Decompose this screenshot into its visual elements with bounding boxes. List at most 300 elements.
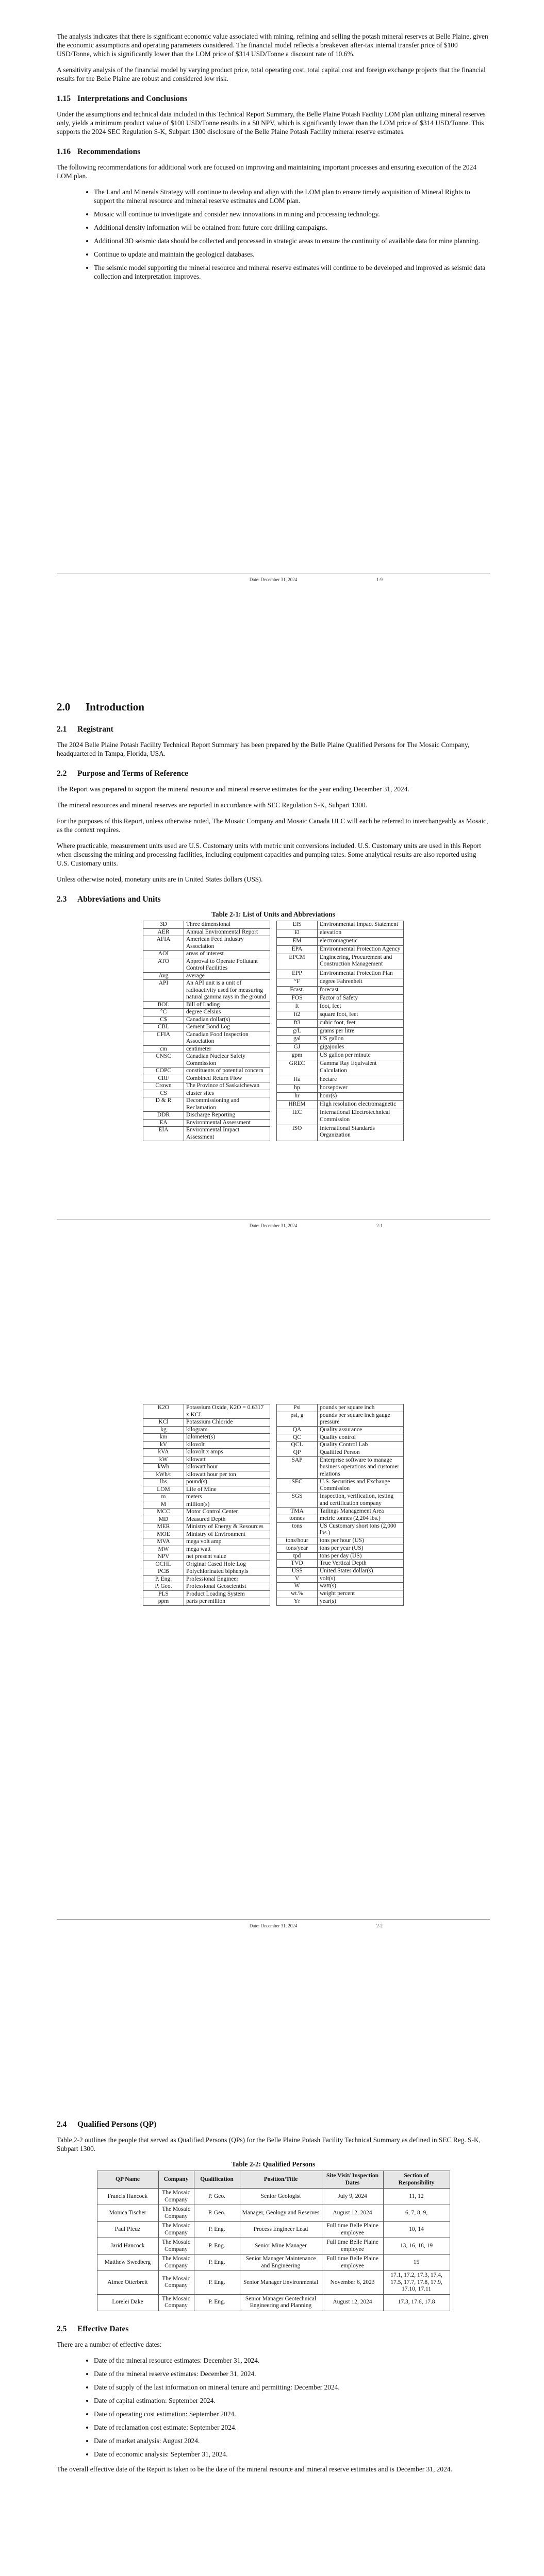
abbreviation-definition: Decommissioning and Reclamation (184, 1097, 270, 1112)
section-number: 2.2 (57, 769, 67, 778)
company: The Mosaic Company (158, 2238, 194, 2255)
abbreviation-definition: Enterprise software to manage business operations and customer relations (318, 1456, 404, 1478)
table-row (277, 929, 404, 937)
paragraph-monetary: Unless otherwise noted, monetary units are in United States dollars (US$). (57, 875, 263, 883)
qualification: P. Eng. (194, 2222, 240, 2238)
section-number: 2.4 (57, 2120, 67, 2129)
table-row (277, 1027, 404, 1036)
abbreviation-definition: metric tonnes (2,204 lbs.) (318, 1515, 404, 1523)
table-row (97, 2294, 450, 2311)
company: The Mosaic Company (158, 2222, 194, 2238)
section-number: 2.1 (57, 725, 67, 734)
list-item: • The seismic model supporting the mineral resource and mineral reserve estimates will continue to be developed and improved as seismic data collection and interpretation improves. (94, 263, 490, 281)
table-row (143, 1449, 270, 1456)
abbreviation-definition: Tailings Management Area (318, 1507, 404, 1515)
abbreviation-definition: Quality assurance (318, 1427, 404, 1434)
footer-page-number: 2-1 (376, 1223, 383, 1228)
list-item: • Additional density information will be obtained from future core drilling campaigns. (94, 223, 490, 232)
abbreviation: ft2 (277, 1011, 318, 1019)
abbreviation: CBL (143, 1024, 184, 1031)
abbreviation: Yr (277, 1598, 318, 1605)
table-row (143, 1441, 270, 1449)
table-row (97, 2205, 450, 2222)
section-number: 1.16 (57, 147, 71, 156)
abbreviation-definition: Measured Depth (184, 1516, 270, 1523)
abbreviation-definition: Potassium Oxide, K2O = 0.6317 x KCL (184, 1404, 270, 1419)
abbreviation-definition: gigajoules (318, 1044, 404, 1052)
section-title: Effective Dates (77, 2324, 129, 2333)
table-row (143, 1119, 270, 1127)
abbreviation: gpm (277, 1052, 318, 1060)
table-row (277, 1522, 404, 1537)
paragraph-reporting: The mineral resources and mineral reserves are reported in accordance with SEC Regulation S-K, Subpart 1300. (57, 801, 368, 809)
section-of-responsibility: 10, 14 (383, 2222, 450, 2238)
abbreviation: AFIA (143, 936, 184, 951)
section-heading-2-3 (57, 895, 490, 904)
page-2-2 (0, 1404, 544, 1940)
table-row (277, 1125, 404, 1141)
abbreviation: K2O (143, 1404, 184, 1419)
qualification: P. Geo. (194, 2205, 240, 2222)
table-caption: Table 2-2: Qualified Persons (231, 2160, 316, 2168)
abbreviation: EPP (277, 970, 318, 978)
table-row (277, 1507, 404, 1515)
column-header: Site Visit/ Inspection Dates (322, 2171, 383, 2189)
abbreviation: BOL (143, 1001, 184, 1009)
qualification: P. Eng. (194, 2271, 240, 2295)
abbreviation-definition: Discharge Reporting (184, 1112, 270, 1120)
chapter-heading (57, 701, 490, 714)
table-row (143, 1464, 270, 1471)
qp-name: Matthew Swedberg (97, 2255, 158, 2271)
abbreviation: QC (277, 1434, 318, 1442)
paragraph-qualified-persons: Table 2-2 outlines the people that served as Qualified Persons (QPs) for the Belle Plaine Potash Facility Technical Summary as defined in SEC Reg. S-K, Subpart 1300. (57, 2136, 481, 2153)
table-row (143, 1486, 270, 1494)
abbreviation: MOE (143, 1531, 184, 1538)
table-row (143, 958, 270, 972)
table-row (277, 1084, 404, 1093)
recommendations-list (57, 188, 490, 281)
abbreviation: SGS (277, 1493, 318, 1507)
abbreviation-definition: foot, feet (318, 1003, 404, 1011)
abbreviation: MER (143, 1523, 184, 1531)
abbreviation-definition: tons per hour (US) (318, 1537, 404, 1545)
column-header: Section of Responsibility (383, 2171, 450, 2189)
abbreviation-definition: Approval to Operate Pollutant Control Facilities (184, 958, 270, 972)
paragraph-purpose: The Report was prepared to support the mineral resource and mineral reserve estimates for the year ending December 31, 2024. (57, 785, 409, 793)
abbreviation-definition: Product Loading System (184, 1590, 270, 1598)
abbreviation-definition: Ministry of Energy & Resources (184, 1523, 270, 1531)
table-row (143, 1479, 270, 1486)
table-row (143, 1419, 270, 1427)
abbreviation: Ha (277, 1076, 318, 1084)
page-2-1 (0, 701, 544, 1236)
table-row (143, 1090, 270, 1097)
abbreviation: CFIA (143, 1031, 184, 1045)
abbreviation-definition: US Customary short tons (2,000 lbs.) (318, 1522, 404, 1537)
abbreviation-definition: Ministry of Environment (184, 1531, 270, 1538)
table-row (277, 1076, 404, 1084)
abbreviations-column-left (143, 1404, 270, 1606)
position-title: Senior Manager Geotechnical Engineering and Planning (240, 2294, 322, 2311)
abbreviation-definition: Environmental Assessment (184, 1119, 270, 1127)
table-row (143, 1404, 270, 1419)
table-row (143, 951, 270, 958)
abbreviation-definition: Original Cased Hole Log (184, 1561, 270, 1568)
table-row (143, 1546, 270, 1553)
abbreviation-definition: An API unit is a unit of radioactivity used for measuring natural gamma rays in the ground (184, 980, 270, 1002)
table-row (143, 1509, 270, 1516)
abbreviation: COPC (143, 1067, 184, 1075)
abbreviation: PCB (143, 1568, 184, 1576)
qp-name: Lorelei Dake (97, 2294, 158, 2311)
abbreviation: MCC (143, 1509, 184, 1516)
abbreviation: Fcast. (277, 986, 318, 994)
abbreviation-definition: watt(s) (318, 1583, 404, 1590)
abbreviation-definition: tons per year (US) (318, 1545, 404, 1552)
abbreviation-definition: Polychlorinated biphenyls (184, 1568, 270, 1576)
abbreviation-definition: kilowatt hour (184, 1464, 270, 1471)
abbreviation: lbs (143, 1479, 184, 1486)
table-row (143, 1075, 270, 1082)
abbreviation-definition: hour(s) (318, 1093, 404, 1101)
qp-name: Francis Hancock (97, 2189, 158, 2205)
abbreviation-definition: Three dimensional (184, 921, 270, 929)
table-row (143, 972, 270, 980)
abbreviation: P. Geo. (143, 1583, 184, 1591)
abbreviation-definition: centimeter (184, 1045, 270, 1053)
abbreviation: TMA (277, 1507, 318, 1515)
company: The Mosaic Company (158, 2294, 194, 2311)
abbreviation-definition: degree Fahrenheit (318, 978, 404, 986)
table-row (277, 1575, 404, 1583)
abbreviation-definition: Environmental Protection Agency (318, 945, 404, 954)
abbreviation-definition: year(s) (318, 1598, 404, 1605)
table-row (143, 1067, 270, 1075)
abbreviation-definition: pounds per square inch gauge pressure (318, 1412, 404, 1426)
abbreviations-column-right (276, 1404, 404, 1606)
abbreviation-definition: kilovolt x amps (184, 1449, 270, 1456)
abbreviation-definition: weight percent (318, 1590, 404, 1598)
table-row (143, 1082, 270, 1090)
abbreviations-column-right (276, 921, 404, 1141)
abbreviation: MD (143, 1516, 184, 1523)
abbreviation: NPV (143, 1553, 184, 1561)
section-heading-2-4 (57, 2120, 490, 2129)
section-of-responsibility: 17.1, 17.2, 17.3, 17.4, 17.5, 17.7, 17.8, 17.9, 17.10, 17.11 (383, 2271, 450, 2295)
abbreviations-table-continued (57, 1404, 490, 1606)
column-header: Company (158, 2171, 194, 2189)
abbreviation: CS (143, 1090, 184, 1097)
abbreviation: tpd (277, 1552, 318, 1560)
table-row (143, 1501, 270, 1509)
footer-page-number: 1-9 (376, 577, 383, 582)
section-heading-1-16 (57, 147, 490, 157)
section-number: 1.15 (57, 94, 71, 103)
qualification: P. Eng. (194, 2294, 240, 2311)
section-title: Abbreviations and Units (77, 895, 161, 904)
table-row (97, 2271, 450, 2295)
site-visit-date: November 6, 2023 (322, 2271, 383, 2295)
abbreviation: D & R (143, 1097, 184, 1112)
abbreviation-definition: American Feed Industry Association (184, 936, 270, 951)
list-item: • Date of capital estimation: September 2024. (94, 2396, 490, 2405)
abbreviation-definition: Environmental Protection Plan (318, 970, 404, 978)
abbreviation: KCl (143, 1419, 184, 1427)
table-row (277, 921, 404, 929)
paragraph-economic-value: The analysis indicates that there is significant economic value associated with mining, refining and selling the potash mineral reserves at Belle Plaine, given the economic assumptions and operating parameters considered. The financial model reflects a breakeven after-tax internal transfer price of $100 USD/Tonne, which is significantly lower than the LOM price of $314 USD/Tonne a discount rate of 10.6%. (57, 32, 488, 58)
abbreviation: m (143, 1494, 184, 1501)
abbreviation: tons (277, 1522, 318, 1537)
abbreviation: V (277, 1575, 318, 1583)
abbreviation-definition: True Vertical Depth (318, 1560, 404, 1568)
abbreviation-definition: mega volt amp (184, 1538, 270, 1546)
chapter-number: 2.0 (57, 701, 71, 713)
table-row (97, 2238, 450, 2255)
position-title: Senior Geologist (240, 2189, 322, 2205)
list-item: • Date of operating cost estimation: September 2024. (94, 2410, 490, 2418)
abbreviation: LOM (143, 1486, 184, 1494)
site-visit-date: August 12, 2024 (322, 2294, 383, 2311)
position-title: Senior Mine Manager (240, 2238, 322, 2255)
list-item: • Continue to update and maintain the geological databases. (94, 250, 490, 259)
section-title: Registrant (77, 725, 113, 734)
abbreviation: kWh (143, 1464, 184, 1471)
section-heading-2-1 (57, 725, 490, 734)
page-footer (57, 1919, 490, 1928)
page-2-3 (0, 2120, 544, 2576)
abbreviation: AER (143, 928, 184, 936)
section-of-responsibility: 6, 7, 8, 9, (383, 2205, 450, 2222)
abbreviation: API (143, 980, 184, 1002)
abbreviation: kVA (143, 1449, 184, 1456)
paragraph-sensitivity: A sensitivity analysis of the financial model by varying product price, total operating cost, total capital cost and foreign exchange projects that the financial results for the Belle Plaine are robust and considered low risk. (57, 66, 486, 82)
abbreviation-definition: International Electrotechnical Commission (318, 1109, 404, 1125)
abbreviation: g/L (277, 1027, 318, 1036)
table-caption: Table 2-1: List of Units and Abbreviations (211, 910, 335, 918)
list-item: • The Land and Minerals Strategy will continue to develop and align with the LOM plan to ensure timely acquisition of Mineral Rights to support the mineral resource and mineral reserve estimates and LOM plan. (94, 188, 490, 205)
abbreviation: DDR (143, 1112, 184, 1120)
company: The Mosaic Company (158, 2255, 194, 2271)
table-row (277, 1478, 404, 1493)
abbreviation-definition: elevation (318, 929, 404, 937)
table-row (277, 1590, 404, 1598)
abbreviation-definition: Canadian Nuclear Safety Commission (184, 1053, 270, 1067)
abbreviation-definition: electromagnetic (318, 937, 404, 945)
footer-date: Date: December 31, 2024 (249, 577, 298, 582)
abbreviation-definition: US gallon (318, 1036, 404, 1044)
abbreviation-definition: Factor of Safety (318, 994, 404, 1003)
table-row (143, 936, 270, 951)
abbreviation-definition: Motor Control Center (184, 1509, 270, 1516)
section-title: Recommendations (77, 147, 141, 156)
abbreviation: TVD (277, 1560, 318, 1568)
footer-page-number: 2-2 (376, 1923, 383, 1928)
abbreviation: gal (277, 1036, 318, 1044)
table-row (143, 1583, 270, 1591)
qp-name: Aimee Otterbreit (97, 2271, 158, 2295)
abbreviation: EM (277, 937, 318, 945)
table-row (277, 1493, 404, 1507)
table-row (143, 1575, 270, 1583)
section-number: 2.3 (57, 895, 67, 904)
abbreviation: EPA (277, 945, 318, 954)
abbreviation-definition: areas of interest (184, 951, 270, 958)
abbreviation: km (143, 1434, 184, 1442)
table-row (143, 1045, 270, 1053)
abbreviation: MVA (143, 1538, 184, 1546)
table-row (277, 1412, 404, 1426)
table-row (143, 1538, 270, 1546)
abbreviation: kV (143, 1441, 184, 1449)
abbreviation: EIA (143, 1127, 184, 1141)
list-item: • Date of the mineral resource estimates: December 31, 2024. (94, 2356, 490, 2365)
section-heading-2-2 (57, 769, 490, 778)
abbreviation-definition: Bill of Lading (184, 1001, 270, 1009)
abbreviation-definition: kilogram (184, 1426, 270, 1434)
abbreviation: P. Eng. (143, 1575, 184, 1583)
footer-date: Date: December 31, 2024 (249, 1923, 298, 1928)
site-visit-date: Full time Belle Plaine employee (322, 2255, 383, 2271)
abbreviation-definition: cluster sites (184, 1090, 270, 1097)
table-row (277, 1552, 404, 1560)
table-row (277, 1568, 404, 1575)
paragraph-overall-effective-date: The overall effective date of the Report is taken to be the date of the mineral resource and mineral reserve estimates and is December 31, 2024. (57, 2465, 452, 2473)
table-row (143, 980, 270, 1002)
table-row (277, 1598, 404, 1605)
section-of-responsibility: 13, 16, 18, 19 (383, 2238, 450, 2255)
table-row (143, 1127, 270, 1141)
abbreviation-definition: pounds per square inch (318, 1404, 404, 1412)
paragraph-interpretations: Under the assumptions and technical data included in this Technical Report Summary, the Belle Plaine Potash Facility LOM plan utilizing mineral reserves only, yields a minimum product value of $100 USD/Tonne results in a $0 NPV, which is significantly lower than the LOM price of $314 USD/Tonne. This supports the 2024 SEC Regulation S-K, Subpart 1300 disclosure of the Belle Plaine Potash Facility mineral reserve estimates. (57, 110, 486, 135)
abbreviation: kW (143, 1456, 184, 1464)
abbreviation-definition: kilowatt (184, 1456, 270, 1464)
abbreviation: Avg (143, 972, 184, 980)
section-heading-2-5 (57, 2325, 490, 2334)
table-row (277, 1019, 404, 1027)
column-header: Qualification (194, 2171, 240, 2189)
table-row (277, 1449, 404, 1457)
abbreviation: kg (143, 1426, 184, 1434)
abbreviation-definition: hectare (318, 1076, 404, 1084)
table-row (143, 1112, 270, 1120)
abbreviation-definition: Environmental Impact Statement (318, 921, 404, 929)
table-row (277, 1404, 404, 1412)
section-heading-1-15 (57, 94, 490, 104)
abbreviation-definition: Professional Engineer (184, 1575, 270, 1583)
footer-date: Date: December 31, 2024 (249, 1223, 298, 1228)
table-row (143, 1494, 270, 1501)
qualification: P. Eng. (194, 2238, 240, 2255)
abbreviation-definition: Quality control (318, 1434, 404, 1442)
position-title: Senior Manager Environmental (240, 2271, 322, 2295)
qualified-persons-table (97, 2171, 450, 2311)
abbreviation-definition: degree Celsius (184, 1009, 270, 1016)
abbreviation: °C (143, 1009, 184, 1016)
paragraph-recommendations: The following recommendations for additional work are focused on improving and maintaining important processes and ensuring execution of the 2024 LOM plan. (57, 163, 477, 180)
table-row (143, 1024, 270, 1031)
abbreviation-definition: Potassium Chloride (184, 1419, 270, 1427)
table-row (277, 1011, 404, 1019)
abbreviation: QP (277, 1449, 318, 1457)
abbreviation-definition: kilovolt (184, 1441, 270, 1449)
list-item: • Date of the mineral reserve estimates: December 31, 2024. (94, 2369, 490, 2378)
abbreviation-definition: square foot, feet (318, 1011, 404, 1019)
abbreviation-definition: Canadian dollar(s) (184, 1016, 270, 1024)
position-title: Process Engineer Lead (240, 2222, 322, 2238)
table-row (277, 994, 404, 1003)
table-row (277, 1560, 404, 1568)
table-row (143, 928, 270, 936)
section-title: Purpose and Terms of Reference (77, 769, 188, 778)
company: The Mosaic Company (158, 2271, 194, 2295)
abbreviation: SAP (277, 1456, 318, 1478)
table-row (143, 1531, 270, 1538)
abbreviation-definition: Qualified Person (318, 1449, 404, 1457)
section-of-responsibility: 15 (383, 2255, 450, 2271)
abbreviation: tons/hour (277, 1537, 318, 1545)
list-item: • Date of reclamation cost estimate: September 2024. (94, 2423, 490, 2432)
table-row (143, 1553, 270, 1561)
section-of-responsibility: 17.3, 17.6, 17.8 (383, 2294, 450, 2311)
abbreviation: wt.% (277, 1590, 318, 1598)
abbreviation-definition: U.S. Securities and Exchange Commission (318, 1478, 404, 1493)
abbreviation: IEC (277, 1109, 318, 1125)
list-item: • Date of economic analysis: September 31, 2024. (94, 2450, 490, 2459)
table-row (277, 1101, 404, 1109)
site-visit-date: Full time Belle Plaine employee (322, 2238, 383, 2255)
table-row (143, 1516, 270, 1523)
abbreviation: EPCM (277, 954, 318, 970)
table-row (277, 1052, 404, 1060)
abbreviation: PLS (143, 1590, 184, 1598)
table-row (277, 1537, 404, 1545)
list-item: • Mosaic will continue to investigate and consider new innovations in mining and processing technology. (94, 210, 490, 218)
abbreviation-definition: Environmental Impact Assessment (184, 1127, 270, 1141)
abbreviation: US$ (277, 1568, 318, 1575)
abbreviation-definition: Annual Environmental Report (184, 928, 270, 936)
table-row (277, 978, 404, 986)
abbreviation: M (143, 1501, 184, 1509)
table-row (143, 1598, 270, 1606)
abbreviation-definition: net present value (184, 1553, 270, 1561)
abbreviation: hp (277, 1084, 318, 1093)
abbreviation: W (277, 1583, 318, 1590)
table-row (143, 1523, 270, 1531)
abbreviation: OCHL (143, 1561, 184, 1568)
abbreviation: C$ (143, 1016, 184, 1024)
company: The Mosaic Company (158, 2205, 194, 2222)
table-row (143, 1009, 270, 1016)
table-row (277, 1442, 404, 1449)
abbreviation: 3D (143, 921, 184, 929)
abbreviation: ft3 (277, 1019, 318, 1027)
abbreviations-column-left (143, 921, 270, 1141)
qp-name: Monica Tischer (97, 2205, 158, 2222)
abbreviation-definition: parts per million (184, 1598, 270, 1606)
chapter-title: Introduction (86, 701, 144, 713)
position-title: Manager, Geology and Reserves (240, 2205, 322, 2222)
qp-name: Jarid Hancock (97, 2238, 158, 2255)
abbreviation-definition: Inspection, verification, testing and certification company (318, 1493, 404, 1507)
abbreviation-definition: volt(s) (318, 1575, 404, 1583)
abbreviation: EA (143, 1119, 184, 1127)
table-row (277, 986, 404, 994)
page-1-9 (0, 0, 544, 598)
abbreviation: GJ (277, 1044, 318, 1052)
section-of-responsibility: 11, 12 (383, 2189, 450, 2205)
section-title: Interpretations and Conclusions (77, 94, 188, 103)
